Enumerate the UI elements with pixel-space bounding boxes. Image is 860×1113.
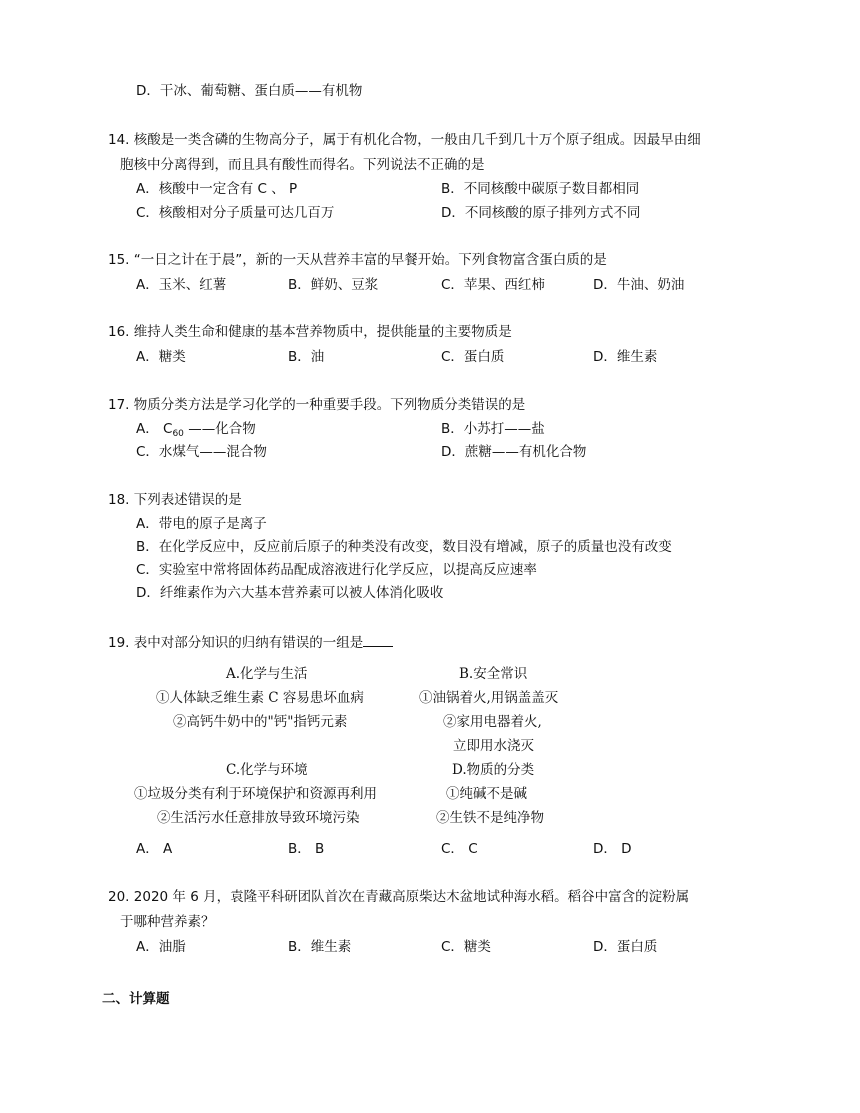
q19-table-b-item2: ②家用电器着火, — [443, 714, 542, 730]
q20-option-c: C．糖类 — [441, 939, 491, 955]
q15-stem: 15. “一日之计在于晨”，新的一天从营养丰富的早餐开始。下列食物富含蛋白质的是 — [108, 252, 607, 268]
q13-option-d: D．干冰、葡萄糖、蛋白质——有机物 — [136, 83, 363, 99]
q20-stem-line2: 于哪种营养素？ — [120, 914, 215, 930]
q16-option-c: C．蛋白质 — [441, 349, 505, 365]
q19-table-c-item1: ①垃圾分类有利于环境保护和资源再利用 — [134, 786, 377, 802]
q18-option-c: C．实验室中常将固体药品配成溶液进行化学反应，以提高反应速率 — [136, 562, 537, 578]
q19-option-c: C． C — [441, 841, 478, 857]
q16-option-a: A．糖类 — [136, 349, 186, 365]
q14-stem-line1: 14. 核酸是一类含磷的生物高分子，属于有机化合物，一般由几千到几十万个原子组成。因最早由细 — [108, 132, 701, 148]
q17-option-a-subscript: 60 — [172, 429, 184, 439]
q14-option-c: C．核酸相对分子质量可达几百万 — [136, 205, 335, 221]
q17-option-a-prefix: A． C — [136, 421, 173, 437]
q14-option-b: B．不同核酸中碳原子数目都相同 — [441, 181, 640, 197]
q20-stem-line1: 20. 2020 年 6 月，袁隆平科研团队首次在青藏高原柴达木盆地试种海水稻。稻谷中富含的淀粉属 — [108, 889, 690, 905]
q18-option-a: A．带电的原子是离子 — [136, 516, 267, 532]
q19-table-d-title: D.物质的分类 — [452, 762, 535, 778]
q20-option-d: D．蛋白质 — [593, 939, 658, 955]
q20-option-b: B．维生素 — [288, 939, 352, 955]
q19-option-d: D． D — [593, 841, 632, 857]
q15-option-b: B．鲜奶、豆浆 — [288, 277, 379, 293]
q14-option-d: D．不同核酸的原子排列方式不同 — [441, 205, 641, 221]
q19-table-c-title: C.化学与环境 — [226, 762, 308, 778]
q14-option-a: A．核酸中一定含有 C 、 P — [136, 181, 298, 197]
q19-option-a: A． A — [136, 841, 173, 857]
q19-table-d-item2: ②生铁不是纯净物 — [436, 810, 544, 826]
q19-stem — [108, 633, 393, 652]
q19-stem-text: 19. 表中对部分知识的归纳有错误的一组是 — [108, 635, 364, 651]
q16-option-b: B．油 — [288, 349, 325, 365]
q17-stem: 17. 物质分类方法是学习化学的一种重要手段。下列物质分类错误的是 — [108, 397, 526, 413]
q19-table-d-item1: ①纯碱不是碱 — [446, 786, 527, 802]
q17-option-a — [136, 420, 256, 438]
q17-option-c: C．水煤气——混合物 — [136, 444, 267, 460]
q20-option-a: A．油脂 — [136, 939, 186, 955]
q19-option-b: B． B — [288, 841, 325, 857]
q15-option-a: A．玉米、红薯 — [136, 277, 227, 293]
q19-table-b-title: B.安全常识 — [459, 666, 528, 682]
q19-answer-blank[interactable] — [363, 633, 393, 647]
q19-table-b-item2-cont: 立即用水浇灭 — [453, 738, 534, 754]
q19-table-b-item1: ①油锅着火,用锅盖盖灭 — [419, 690, 559, 706]
q15-option-d: D．牛油、奶油 — [593, 277, 685, 293]
q18-stem: 18. 下列表述错误的是 — [108, 492, 242, 508]
q17-option-a-suffix: ——化合物 — [183, 421, 256, 437]
q17-option-b: B．小苏打——盐 — [441, 421, 545, 437]
q19-table-a-title: A.化学与生活 — [226, 666, 308, 682]
q15-option-c: C．苹果、西红柿 — [441, 277, 545, 293]
q19-table-a-item2: ②高钙牛奶中的"钙"指钙元素 — [173, 714, 348, 730]
q19-table-c-item2: ②生活污水任意排放导致环境污染 — [157, 810, 360, 826]
q16-stem: 16. 维持人类生命和健康的基本营养物质中，提供能量的主要物质是 — [108, 324, 512, 340]
q16-option-d: D．维生素 — [593, 349, 658, 365]
q19-table-a-item1: ①人体缺乏维生素 C 容易患坏血病 — [156, 690, 364, 706]
q18-option-b: B．在化学反应中，反应前后原子的种类没有改变，数目没有增减，原子的质量也没有改变 — [136, 539, 672, 555]
q18-option-d: D．纤维素作为六大基本营养素可以被人体消化吸收 — [136, 585, 444, 601]
q17-option-d: D．蔗糖——有机化合物 — [441, 444, 587, 460]
q14-stem-line2: 胞核中分离得到，而且具有酸性而得名。下列说法不正确的是 — [120, 157, 485, 173]
section-title-calculation: 二、计算题 — [102, 991, 170, 1007]
